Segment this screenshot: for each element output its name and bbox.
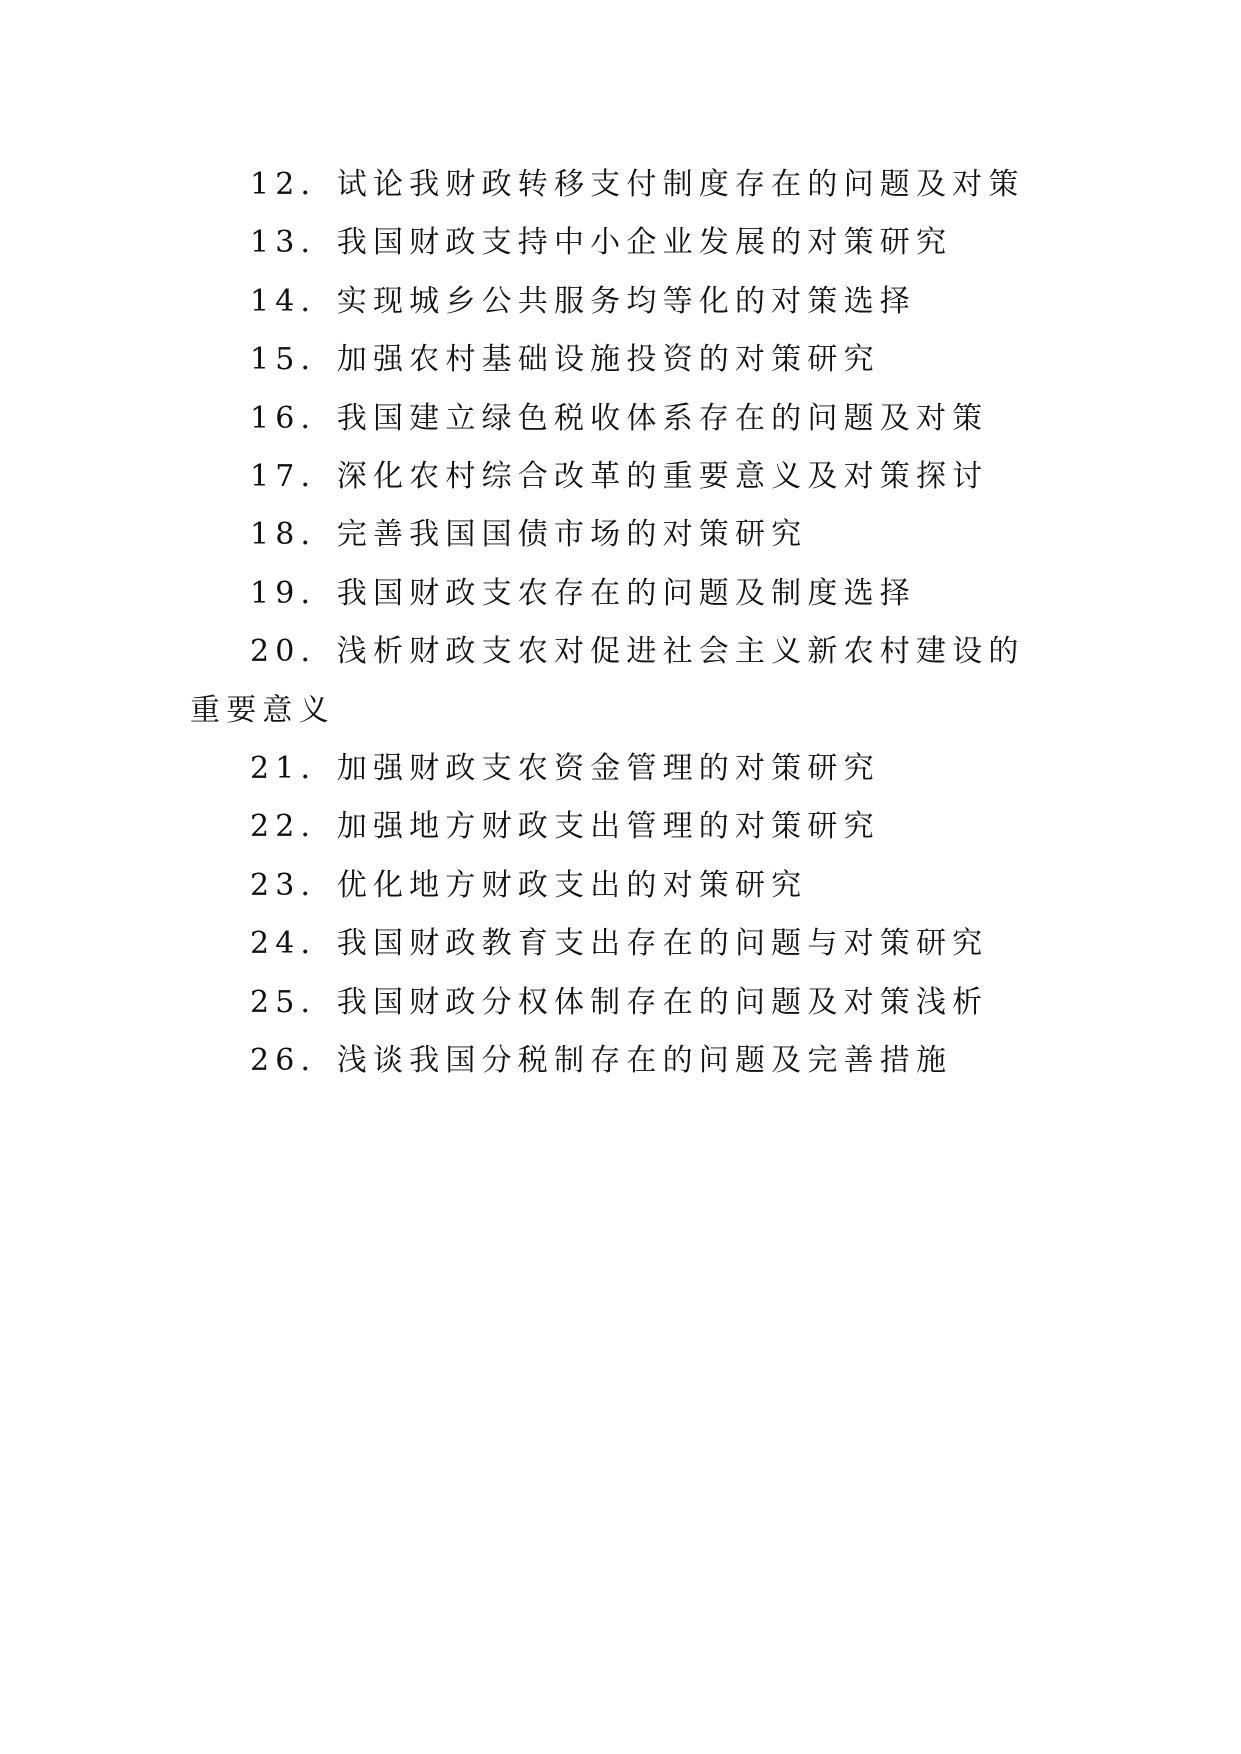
topic-item-12: 12．试论我财政转移支付制度存在的问题及对策: [250, 167, 1025, 202]
topic-item-15: 15．加强农村基础设施投资的对策研究: [250, 342, 880, 378]
topic-item-23: 23．优化地方财政支出的对策研究: [250, 867, 808, 903]
topic-item-21: 21．加强财政支农资金管理的对策研究: [250, 751, 880, 787]
topic-item-19: 19．我国财政支农存在的问题及制度选择: [250, 575, 916, 611]
topic-item-25: 25．我国财政分权体制存在的问题及对策浅析: [250, 984, 989, 1020]
topic-item-20: 20．浅析财政支农对促进社会主义新农村建设的重要意义: [190, 634, 1025, 728]
topic-item-17: 17．深化农村综合改革的重要意义及对策探讨: [250, 459, 989, 495]
topic-item-14: 14．实现城乡公共服务均等化的对策选择: [250, 283, 916, 319]
topic-item-16: 16．我国建立绿色税收体系存在的问题及对策: [250, 400, 989, 436]
topic-item-22: 22．加强地方财政支出管理的对策研究: [250, 809, 880, 845]
topic-item-26: 26．浅谈我国分税制存在的问题及完善措施: [250, 1043, 953, 1079]
topic-list: [190, 156, 1060, 1091]
topic-item-24: 24．我国财政教育支出存在的问题与对策研究: [250, 926, 989, 962]
topic-item-18: 18．完善我国国债市场的对策研究: [250, 517, 808, 553]
topic-item-13: 13．我国财政支持中小企业发展的对策研究: [250, 225, 953, 261]
